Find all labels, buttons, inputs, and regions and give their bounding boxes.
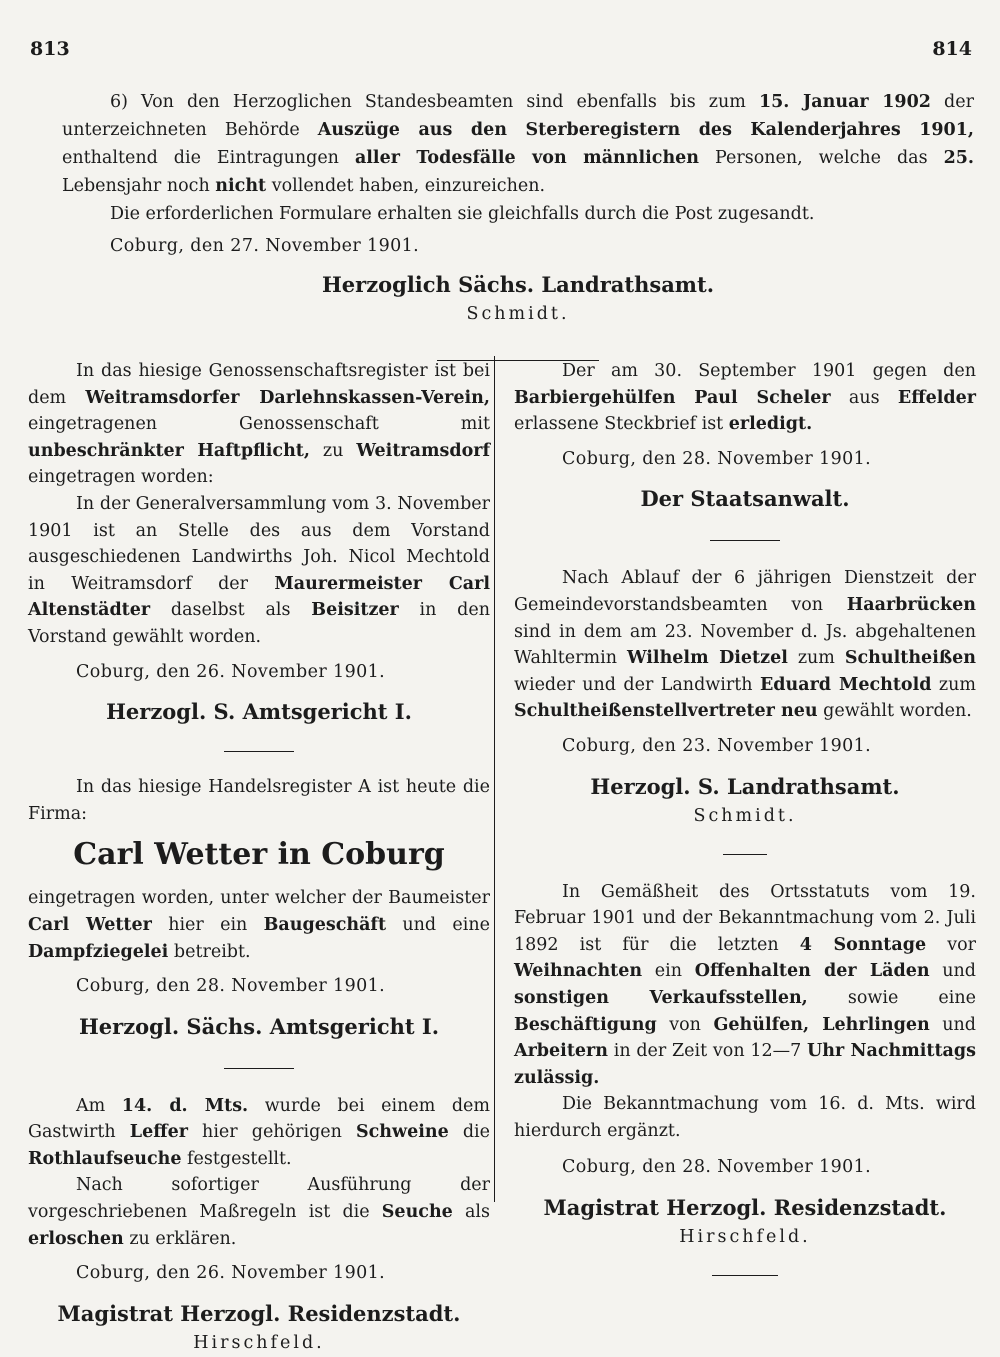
emphasized-text: Uhr Nachmittags zulässig. — [514, 1041, 976, 1088]
text-run: sowie eine — [807, 987, 976, 1008]
left-divider-1 — [224, 751, 294, 752]
seuche-notice-paragraph-2 — [28, 1172, 490, 1252]
text-run: daselbst als — [150, 600, 312, 621]
text-run: und — [929, 1014, 976, 1035]
text-run: hier gehörigen — [187, 1122, 357, 1143]
sonntag-notice-signature: Magistrat Herzogl. Residenzstadt. — [543, 1195, 947, 1221]
text-run: sind in dem am 23. November d. Js. abgehaltenen Wahltermin — [514, 621, 976, 669]
top-notice — [62, 88, 974, 361]
seuche-notice-signer: Hirschfeld. — [193, 1332, 325, 1353]
genossenschaft-notice-dateline: Coburg, den 26. November 1901. — [76, 661, 386, 682]
emphasized-text: Weitramsdorf — [356, 440, 490, 461]
top-notice-signature: Herzoglich Sächs. Landrathsamt. — [321, 272, 715, 297]
text-run: enthaltend die Eintragungen — [62, 148, 355, 168]
emphasized-text: 14. d. Mts. — [121, 1095, 249, 1116]
emphasized-text: Effelder — [897, 387, 976, 408]
genossenschaft-notice-paragraph — [28, 358, 490, 491]
handelsregister-notice-intro: In das hiesige Handelsregister A ist heute die Firma: — [28, 777, 490, 824]
emphasized-text: Auszüge aus den Sterberegistern des Kalenderjahres 1901, — [317, 120, 974, 140]
emphasized-text: Beschäftigung — [514, 1014, 657, 1035]
text-run: In der Generalversammlung vom 3. November 1901 ist an Stelle des aus dem Vorstand ausgeschiedenen Landwirths — [28, 493, 490, 568]
emphasized-text: Gehülfen, Lehrlingen — [713, 1014, 930, 1035]
text-run: Der am 30. September 1901 gegen den — [562, 361, 976, 381]
text-run: gewählt worden. — [817, 701, 972, 722]
left-divider-2 — [224, 1068, 294, 1069]
emphasized-text: Schultheißen — [844, 648, 976, 669]
seuche-notice-dateline: Coburg, den 26. November 1901. — [76, 1263, 386, 1284]
emphasized-text: Carl Wetter — [28, 914, 152, 935]
genossenschaft-notice-paragraph-2 — [28, 491, 490, 651]
emphasized-text: Eduard Mechtold — [759, 674, 932, 695]
text-run: wieder und der Landwirth — [514, 674, 760, 695]
text-run: und eine — [386, 914, 491, 935]
right-column — [514, 358, 976, 1276]
text-run: eingetragen worden: — [28, 467, 214, 488]
text-run: Joh. Nicol Mechtold — [303, 547, 490, 568]
top-notice-second-paragraph: Die erforderlichen Formulare erhalten sie gleichfalls durch die Post zugesandt. — [110, 204, 815, 224]
text-run: in der Zeit von 12—7 — [607, 1041, 808, 1062]
emphasized-text: 25. — [943, 148, 975, 168]
text-run: Personen, welche das — [699, 148, 944, 168]
text-run: als — [452, 1202, 490, 1223]
text-run: betreibt. — [168, 941, 251, 962]
page-number-right: 814 — [932, 38, 972, 60]
emphasized-text: Wilhelm Dietzel — [626, 648, 788, 669]
text-run: In das hiesige Genossenschaftsregister ist bei dem — [28, 361, 490, 408]
wahl-notice-signer: Schmidt. — [693, 805, 797, 826]
text-run: in Weitramsdorf der — [28, 573, 275, 594]
sonntag-notice-second-paragraph: Die Bekanntmachung vom 16. d. Mts. wird hierdurch ergänzt. — [514, 1094, 976, 1141]
emphasized-text: Beisitzer — [311, 600, 399, 621]
text-run: eingetragen worden, unter welcher der Baumeister — [28, 888, 490, 909]
steckbrief-notice-dateline: Coburg, den 28. November 1901. — [562, 448, 872, 469]
emphasized-text: Barbiergehülfen Paul Scheler — [514, 387, 831, 408]
wahl-notice-signature: Herzogl. S. Landrathsamt. — [590, 773, 900, 799]
text-run: von — [656, 1014, 714, 1035]
emphasized-text: Schultheißenstellvertreter neu — [514, 701, 818, 722]
right-divider-1 — [710, 540, 780, 541]
text-run: erlassene Steckbrief ist — [514, 414, 729, 435]
emphasized-text: erledigt. — [728, 414, 813, 435]
column-divider — [494, 356, 495, 1202]
text-run: wurde bei einem dem Gastwirth — [28, 1095, 491, 1143]
sonntag-notice-dateline: Coburg, den 28. November 1901. — [562, 1157, 872, 1178]
emphasized-text: Schweine — [356, 1122, 449, 1143]
text-run: der unterzeichneten Behörde — [62, 92, 974, 140]
text-run: die — [448, 1122, 491, 1143]
emphasized-text: 15. Januar 1902 — [758, 92, 931, 112]
text-run: Am — [76, 1095, 122, 1116]
handelsregister-notice-dateline: Coburg, den 28. November 1901. — [76, 976, 386, 997]
left-column — [28, 358, 490, 1357]
handelsregister-notice-signature: Herzogl. Sächs. Amtsgericht I. — [78, 1013, 440, 1039]
text-run: zum — [931, 674, 976, 695]
text-run: Lebensjahr noch — [62, 176, 216, 196]
text-run: in den Vorstand gewählt worden. — [28, 600, 490, 647]
text-run: und — [929, 961, 976, 982]
emphasized-text: Offenhalten der Läden — [694, 961, 930, 982]
emphasized-text: Arbeitern — [514, 1041, 608, 1062]
wahl-notice-dateline: Coburg, den 23. November 1901. — [562, 735, 872, 756]
text-run: 6) Von den Herzoglichen Standesbeamten sind ebenfalls bis zum — [110, 92, 759, 112]
emphasized-text: 4 Sonntage — [799, 934, 927, 955]
steckbrief-notice-paragraph — [514, 358, 976, 438]
handelsregister-notice-paragraph — [28, 885, 490, 965]
page-number-left: 813 — [30, 38, 70, 60]
emphasized-text: unbeschränkter Haftpflicht, — [28, 440, 310, 461]
text-run: eingetragenen Genossenschaft mit — [28, 414, 490, 435]
text-run: Nach Ablauf der 6 jährigen Dienstzeit der Gemeindevorstandsbeamten von — [514, 568, 976, 615]
top-notice-dateline: Coburg, den 27. November 1901. — [110, 236, 420, 256]
text-run: festgestellt. — [181, 1148, 292, 1169]
firm-name-headline: Carl Wetter in Coburg — [73, 837, 445, 873]
emphasized-text: Rothlaufseuche — [28, 1148, 182, 1169]
text-run: zu erklären. — [123, 1228, 237, 1249]
text-run: aus — [830, 387, 898, 408]
text-run: zum — [787, 648, 845, 669]
top-notice-signer: Schmidt. — [466, 304, 570, 324]
text-run: vollendet haben, einzureichen. — [266, 176, 546, 196]
text-run: ein — [642, 961, 695, 982]
right-divider-3 — [712, 1275, 778, 1276]
wahl-notice-paragraph — [514, 565, 976, 725]
text-run: zu — [309, 440, 357, 461]
text-run: In Gemäßheit des Ortsstatuts vom 19. Februar 1901 und der Bekanntmachung vom 2. Juli 1892 ist für die letzten — [514, 881, 976, 955]
emphasized-text: aller Todesfälle von männlichen — [354, 148, 700, 168]
emphasized-text: Baugeschäft — [263, 914, 387, 935]
steckbrief-notice-signature: Der Staatsanwalt. — [640, 486, 850, 512]
emphasized-text: Haarbrücken — [846, 594, 976, 615]
emphasized-text: erloschen — [28, 1228, 124, 1249]
text-run: hier ein — [151, 914, 264, 935]
emphasized-text: sonstigen Verkaufsstellen, — [514, 987, 808, 1008]
emphasized-text: Leffer — [129, 1122, 188, 1143]
emphasized-text: Weihnachten — [514, 961, 643, 982]
right-divider-2 — [723, 854, 767, 855]
emphasized-text: Maurermeister Carl Altenstädter — [28, 573, 490, 621]
sonntag-notice-signer: Hirschfeld. — [679, 1227, 811, 1248]
emphasized-text: nicht — [215, 176, 267, 196]
emphasized-text: Weitramsdorfer Darlehnskassen-Verein, — [85, 387, 490, 408]
emphasized-text: Seuche — [381, 1202, 453, 1223]
text-run: Nach sofortiger Ausführung der vorgeschriebenen Maßregeln ist die — [28, 1175, 490, 1223]
text-run: vor — [926, 934, 976, 955]
emphasized-text: Dampfziegelei — [28, 941, 169, 962]
sonntag-notice-paragraph — [514, 879, 976, 1092]
top-notice-paragraph — [62, 88, 974, 200]
seuche-notice-signature: Magistrat Herzogl. Residenzstadt. — [57, 1300, 461, 1326]
seuche-notice-paragraph — [28, 1093, 490, 1173]
genossenschaft-notice-signature: Herzogl. S. Amtsgericht I. — [106, 699, 412, 725]
